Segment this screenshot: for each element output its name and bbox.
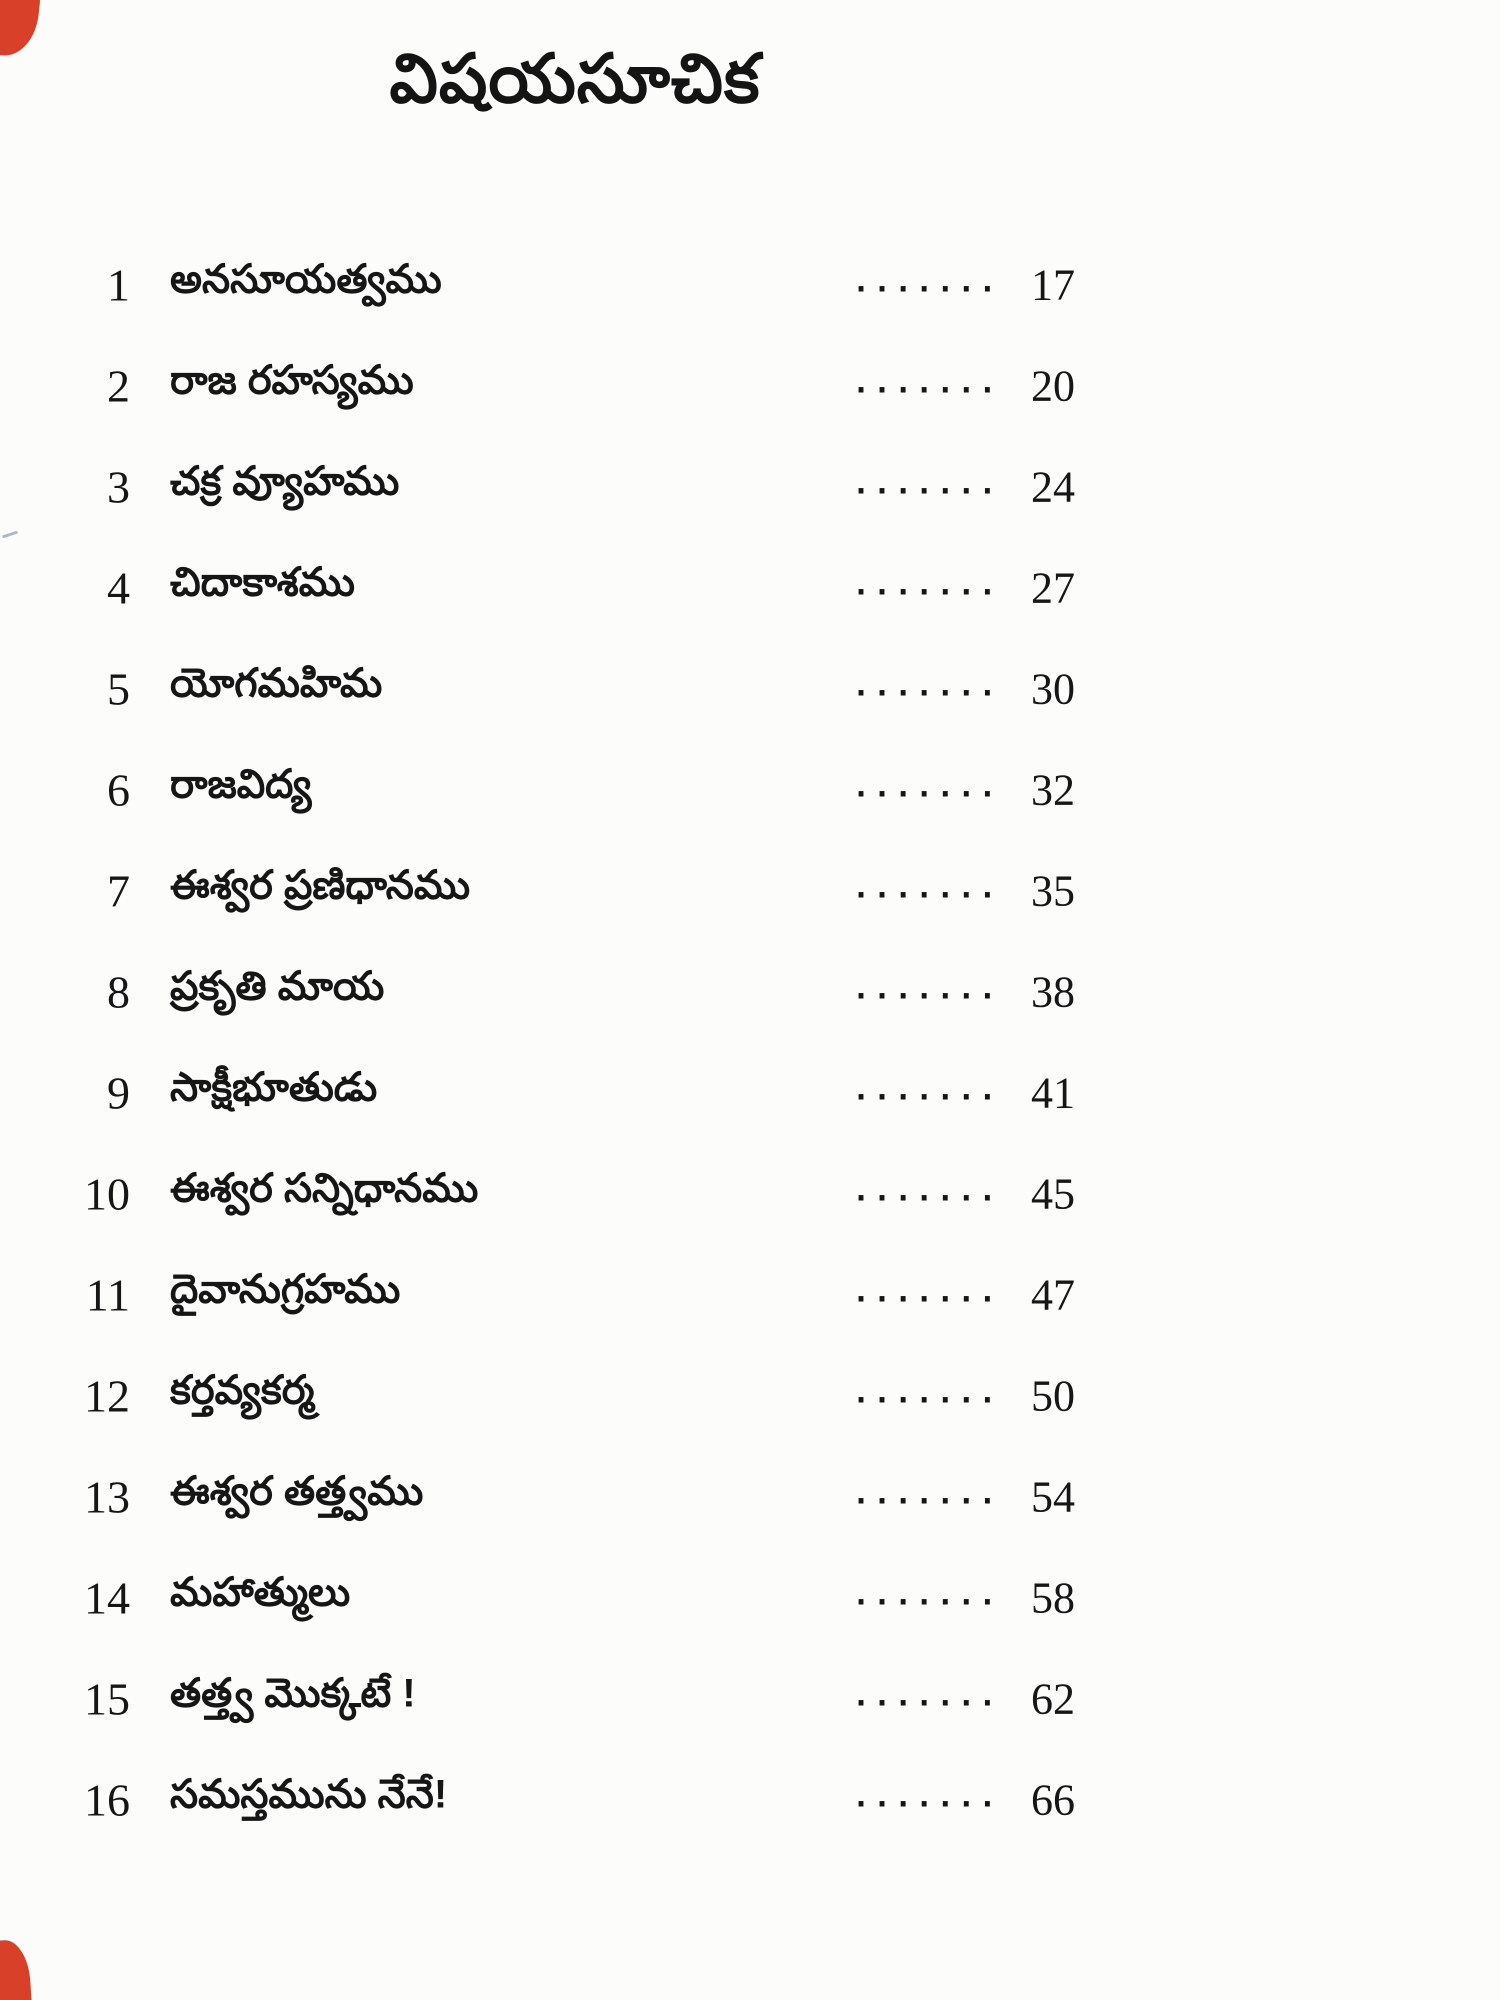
- entry-title: కర్తవ్యకర్మ: [170, 1368, 315, 1412]
- dot-leader: .......: [852, 264, 1000, 300]
- entry-page: 24: [1031, 462, 1075, 511]
- entry-number: 1: [107, 259, 130, 310]
- entry-title: సాక్షీభూతుడు: [170, 1065, 378, 1109]
- toc-entry: [0, 335, 1500, 436]
- dot-leader: .......: [852, 466, 1000, 502]
- entry-title: చిదాకాశము: [170, 560, 355, 604]
- entry-page: 32: [1031, 765, 1075, 814]
- entry-number: 7: [107, 865, 130, 916]
- dot-leader: .......: [852, 769, 1000, 805]
- dot-leader: .......: [852, 365, 1000, 401]
- toc-entry: [0, 1648, 1500, 1749]
- toc-entry: [0, 537, 1500, 638]
- entry-page: 66: [1031, 1775, 1075, 1824]
- dot-leader: .......: [852, 971, 1000, 1007]
- dot-leader: .......: [852, 1476, 1000, 1512]
- scan-artifact-bottom-left-corner: [0, 1939, 33, 2000]
- entry-title: ఈశ్వర ప్రణిధానము: [170, 863, 471, 907]
- toc-entry: [0, 840, 1500, 941]
- dot-leader: .......: [852, 1375, 1000, 1411]
- entry-title: యోగమహిమ: [170, 661, 383, 705]
- entry-page: 27: [1031, 563, 1075, 612]
- dot-leader: .......: [852, 668, 1000, 704]
- entry-number: 4: [107, 562, 130, 613]
- entry-page: 54: [1031, 1472, 1075, 1521]
- toc-entry: [0, 638, 1500, 739]
- entry-number: 9: [107, 1067, 130, 1118]
- dot-leader: .......: [852, 1577, 1000, 1613]
- toc-entry: [0, 1547, 1500, 1648]
- entry-title: చక్ర వ్యూహము: [170, 459, 400, 503]
- dot-leader: .......: [852, 1678, 1000, 1714]
- page-title: విషయసూచిక: [389, 41, 761, 117]
- entry-number: 3: [107, 461, 130, 512]
- entry-number: 12: [84, 1370, 130, 1421]
- toc-entry: [0, 1143, 1500, 1244]
- entry-page: 41: [1031, 1068, 1075, 1117]
- entry-number: 8: [107, 966, 130, 1017]
- entry-number: 13: [84, 1471, 130, 1522]
- entry-page: 50: [1031, 1371, 1075, 1420]
- entry-title: ఈశ్వర సన్నిధానము: [170, 1166, 479, 1210]
- entry-title: రాజవిద్య: [170, 762, 312, 806]
- entry-page: 20: [1031, 361, 1075, 410]
- toc-entry: [0, 234, 1500, 335]
- entry-title: అనసూయత్వము: [170, 257, 442, 301]
- dot-leader: .......: [852, 1274, 1000, 1310]
- entry-title: సమస్తమును నేనే!: [170, 1772, 448, 1816]
- toc-entry: [0, 739, 1500, 840]
- toc-entry: [0, 1244, 1500, 1345]
- dot-leader: .......: [852, 567, 1000, 603]
- toc-entry: [0, 1042, 1500, 1143]
- entry-title: ప్రకృతి మాయ: [170, 964, 385, 1008]
- dot-leader: .......: [852, 870, 1000, 906]
- entry-title: రాజ రహస్యము: [170, 358, 414, 402]
- entry-number: 15: [84, 1673, 130, 1724]
- entry-title: తత్త్వ మొక్కటే !: [170, 1671, 416, 1715]
- toc-entry: [0, 436, 1500, 537]
- entry-page: 17: [1031, 260, 1075, 309]
- toc-entry: [0, 941, 1500, 1042]
- entry-page: 45: [1031, 1169, 1075, 1218]
- entry-number: 2: [107, 360, 130, 411]
- toc-entry: [0, 1749, 1500, 1850]
- entry-page: 35: [1031, 866, 1075, 915]
- dot-leader: .......: [852, 1779, 1000, 1815]
- entry-number: 16: [84, 1774, 130, 1825]
- entry-number: 10: [84, 1168, 130, 1219]
- toc-list: [0, 234, 1500, 1850]
- entry-page: 30: [1031, 664, 1075, 713]
- entry-number: 11: [85, 1269, 130, 1320]
- entry-number: 14: [84, 1572, 130, 1623]
- entry-page: 62: [1031, 1674, 1075, 1723]
- entry-title: ఈశ్వర తత్త్వము: [170, 1469, 424, 1513]
- dot-leader: .......: [852, 1173, 1000, 1209]
- entry-title: దైవానుగ్రహము: [170, 1267, 401, 1311]
- toc-entry: [0, 1345, 1500, 1446]
- entry-title: మహాత్ములు: [170, 1570, 351, 1614]
- dot-leader: .......: [852, 1072, 1000, 1108]
- entry-number: 5: [107, 663, 130, 714]
- toc-entry: [0, 1446, 1500, 1547]
- entry-page: 58: [1031, 1573, 1075, 1622]
- entry-page: 38: [1031, 967, 1075, 1016]
- entry-page: 47: [1031, 1270, 1075, 1319]
- entry-number: 6: [107, 764, 130, 815]
